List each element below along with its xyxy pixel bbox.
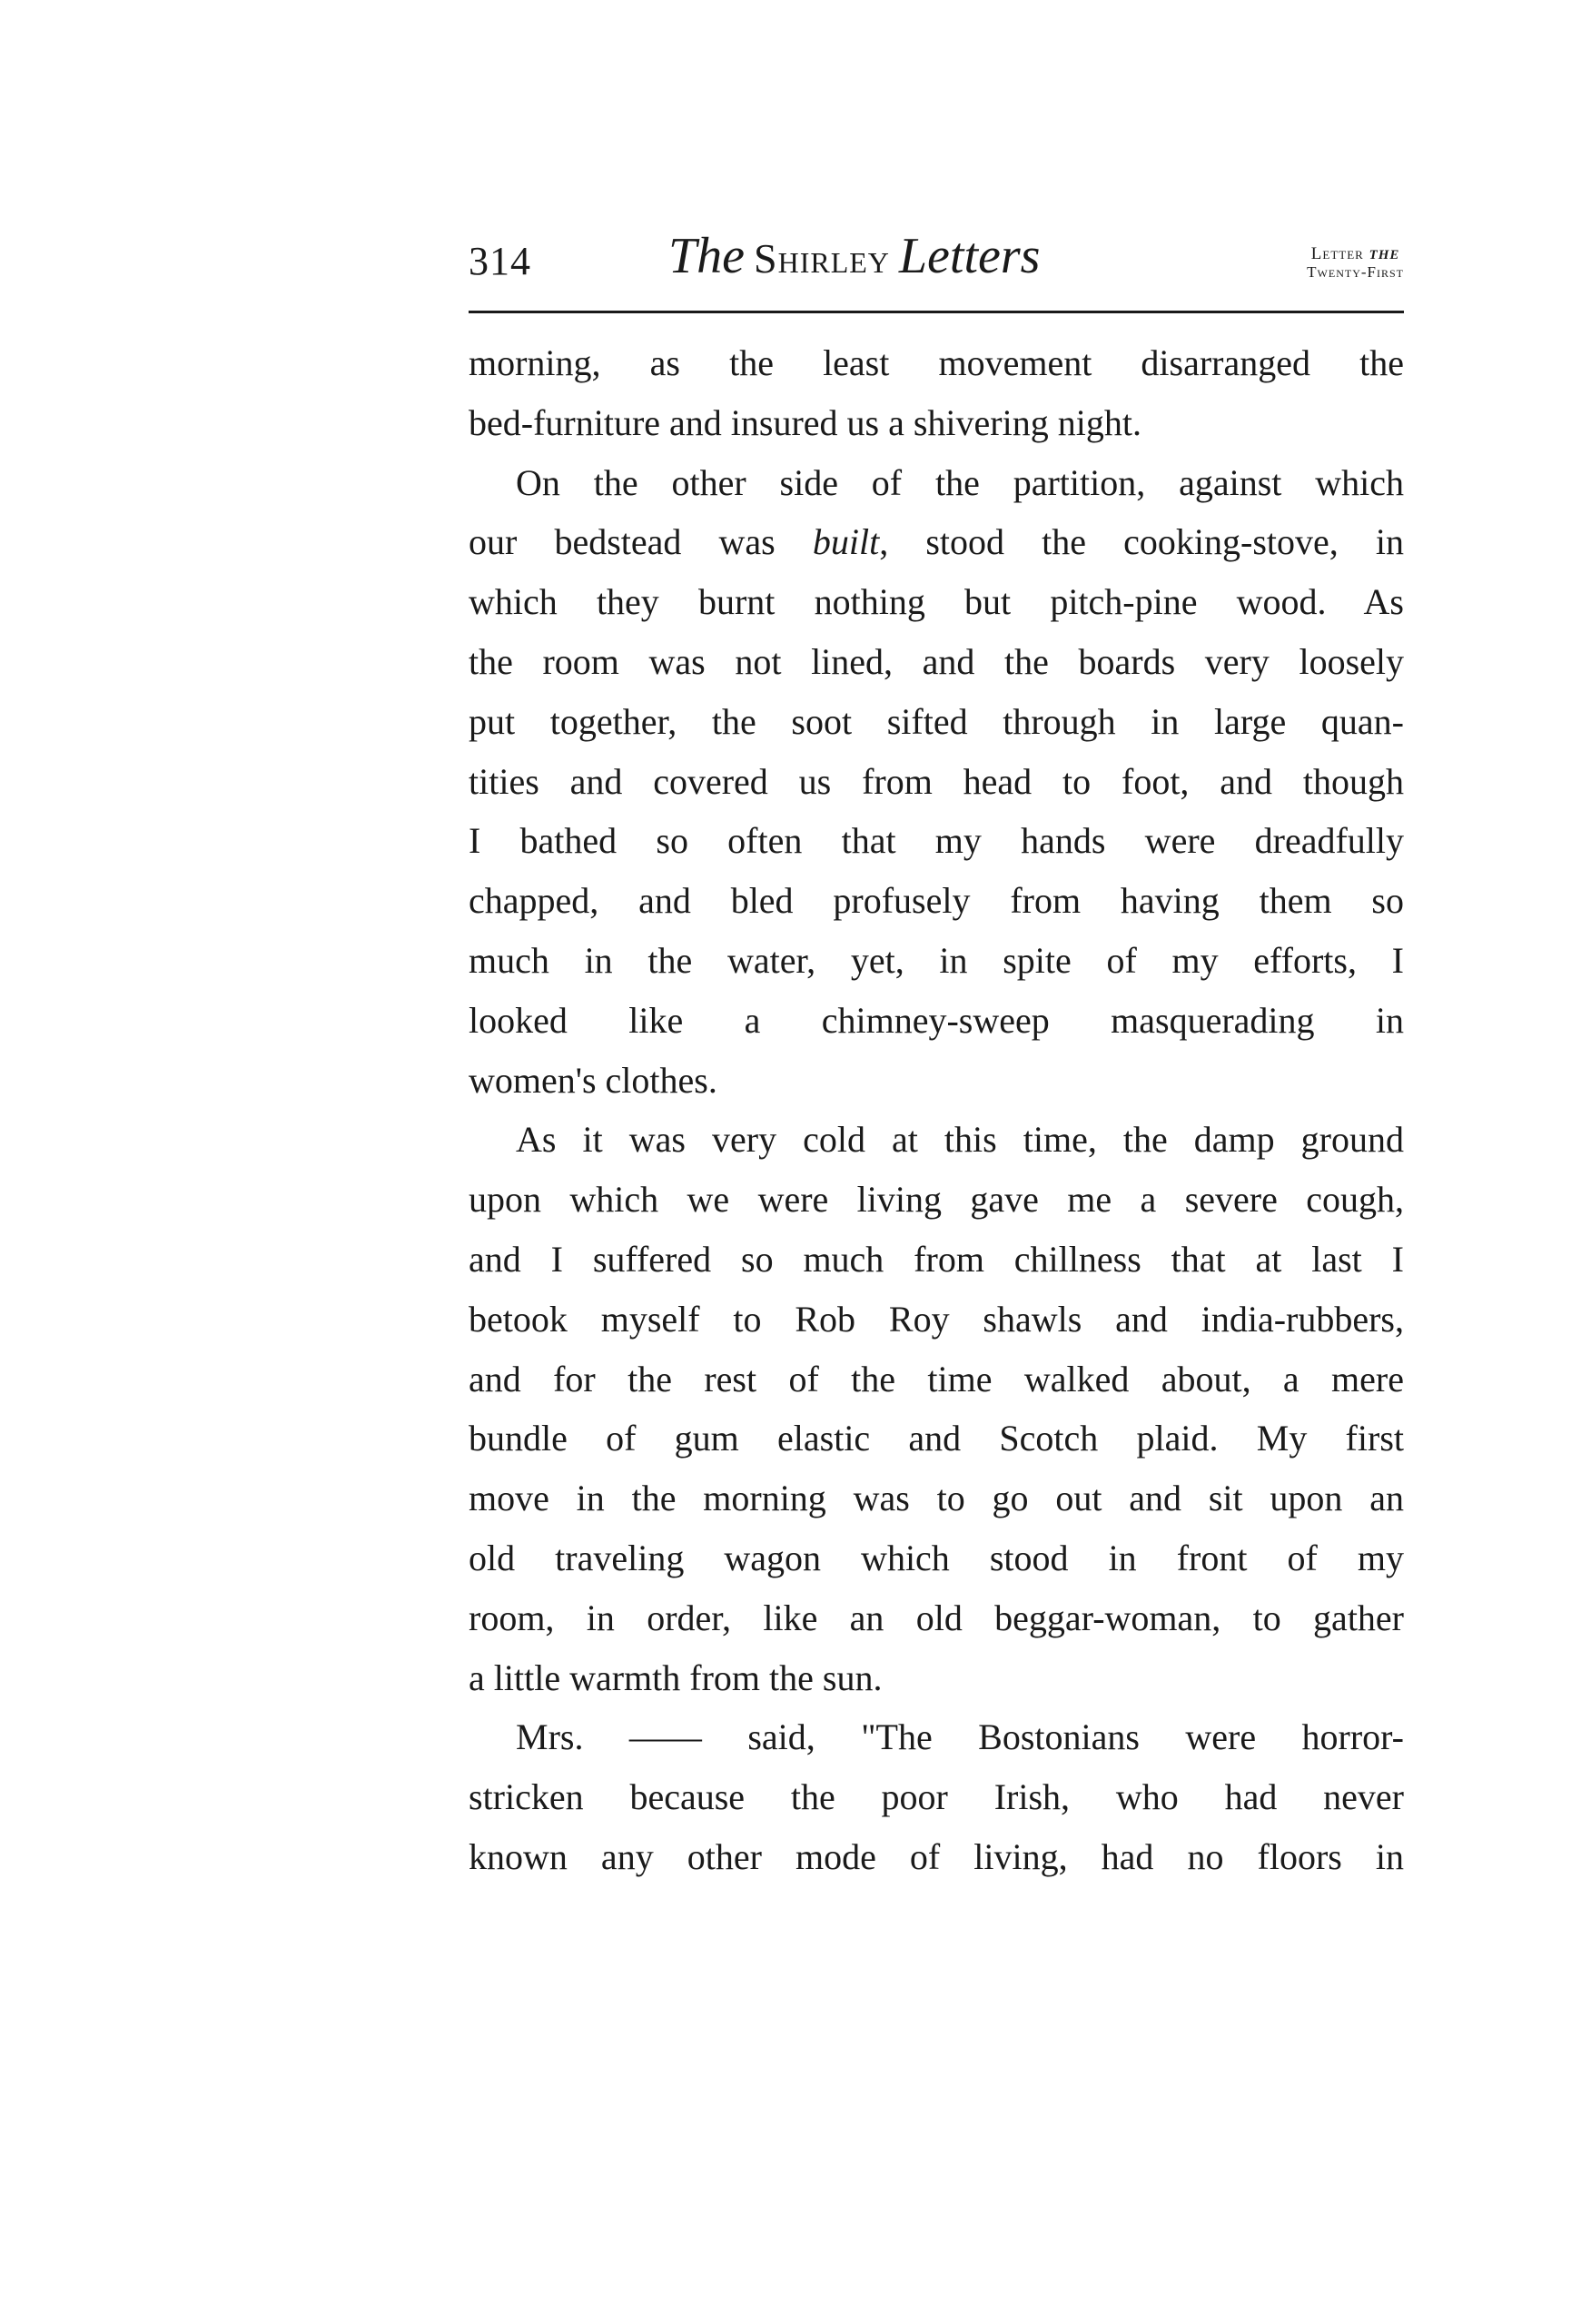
text-line: stricken because the poor Irish, who had never xyxy=(469,1776,1404,1818)
text-line: chapped, and bled profusely from having them so xyxy=(469,880,1404,922)
text-line: On the other side of the partition, against which xyxy=(516,461,1404,503)
book-title-the: The xyxy=(668,228,745,284)
text-line: As it was very cold at this time, the damp ground xyxy=(516,1119,1404,1161)
text-line xyxy=(469,512,1404,572)
text-line: known any other mode of living, had no floors in xyxy=(469,1835,1404,1877)
book-page xyxy=(469,227,1404,1887)
text-line: the room was not lined, and the boards very loosely xyxy=(469,640,1404,682)
text-line: morning, as the least movement disarranged the xyxy=(469,342,1404,383)
italic-word: built xyxy=(812,521,880,563)
text-line: women's clothes. xyxy=(469,1059,717,1101)
page-number: 314 xyxy=(469,239,531,283)
book-title xyxy=(668,227,1040,285)
book-title-shirley: Shirley xyxy=(754,235,890,282)
text-line: bundle of gum elastic and Scotch plaid. My first xyxy=(469,1418,1404,1459)
text-line: a little warmth from the sun. xyxy=(469,1656,883,1698)
text-line: betook myself to Rob Roy shawls and india-rubbers, xyxy=(469,1298,1404,1340)
text-segment: our bedstead was xyxy=(469,521,813,563)
letter-label xyxy=(1307,243,1404,280)
text-line: old traveling wagon which stood in front of my xyxy=(469,1537,1404,1578)
body-text xyxy=(469,333,1404,1887)
book-title-letters: Letters xyxy=(898,228,1041,284)
text-line: much in the water, yet, in spite of my efforts, I xyxy=(469,939,1404,981)
text-line: Mrs. —— said, "The Bostonians were horror- xyxy=(516,1716,1404,1758)
text-line: room, in order, like an old beggar-woman, to gather xyxy=(469,1597,1404,1638)
letter-label-the: the xyxy=(1369,242,1400,263)
text-line: I bathed so often that my hands were dreadfully xyxy=(469,820,1404,862)
text-line: and I suffered so much from chillness that at last I xyxy=(469,1238,1404,1280)
text-line: which they burnt nothing but pitch-pine wood. As xyxy=(469,581,1404,623)
text-line: move in the morning was to go out and sit upon an xyxy=(469,1478,1404,1519)
header-rule xyxy=(469,311,1404,313)
text-line: bed-furniture and insured us a shivering night. xyxy=(469,401,1141,443)
text-line: and for the rest of the time walked about, a mere xyxy=(469,1358,1404,1399)
text-line: tities and covered us from head to foot, and though xyxy=(469,760,1404,802)
letter-label-word: Letter xyxy=(1310,244,1364,263)
running-head xyxy=(469,227,1404,311)
text-line: looked like a chimney-sweep masquerading in xyxy=(469,999,1404,1041)
text-segment: , stood the cooking-stove, in xyxy=(879,521,1404,563)
text-line: upon which we were living gave me a severe cough, xyxy=(469,1179,1404,1221)
letter-label-line1 xyxy=(1307,243,1404,262)
letter-label-line2: Twenty-First xyxy=(1307,263,1404,281)
text-line: put together, the soot sifted through in large quan- xyxy=(469,700,1404,742)
